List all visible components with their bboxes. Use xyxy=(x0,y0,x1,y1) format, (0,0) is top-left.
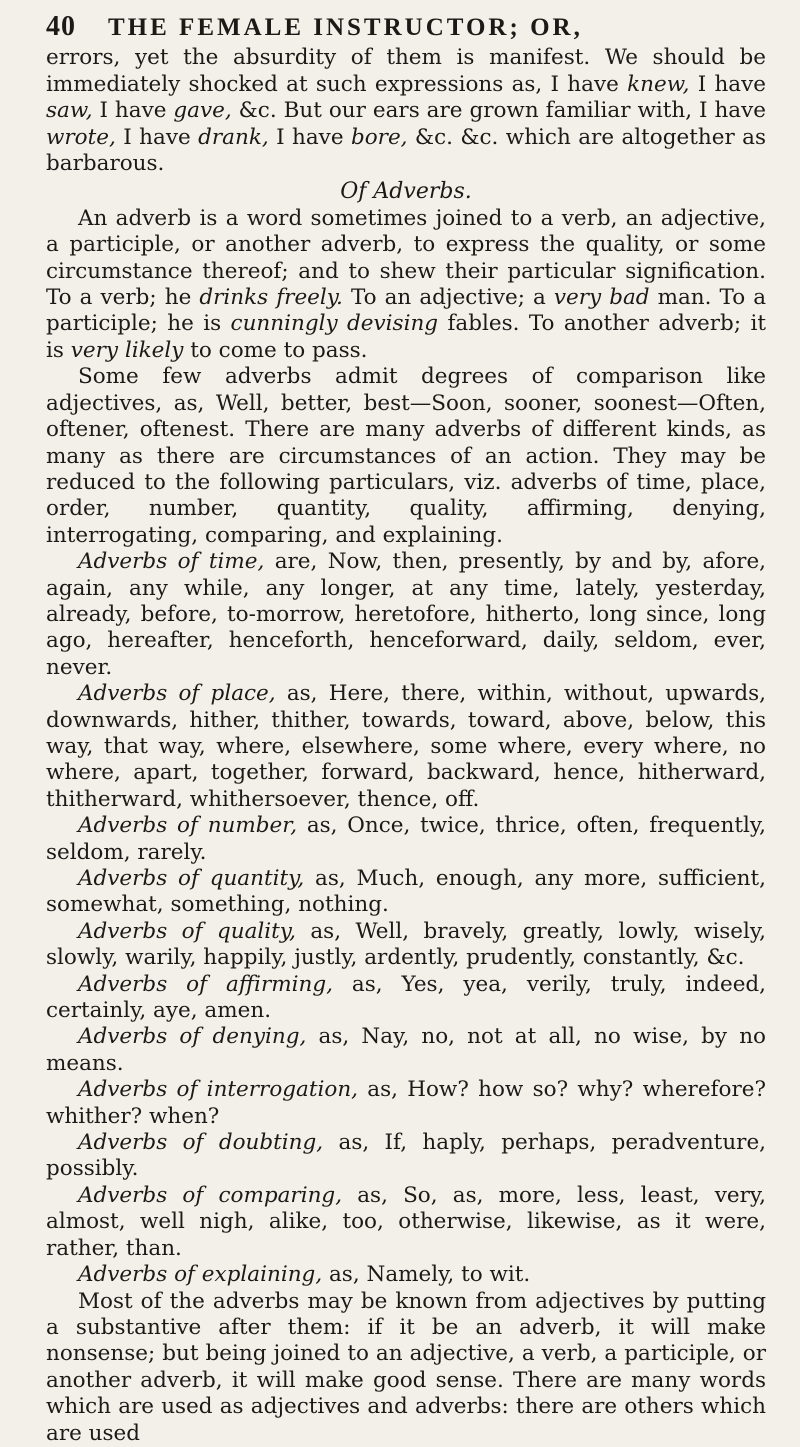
page-header xyxy=(46,11,766,42)
section-heading: Of Adverbs. xyxy=(340,179,472,205)
category-denying: Adverbs of denying, as, Nay, no, not at all, no wise, by no means. xyxy=(46,1024,766,1076)
category-number: Adverbs of number, as, Once, twice, thrice, often, frequently, seldom, rarely. xyxy=(46,813,766,865)
category-time: Adverbs of time, are, Now, then, presently, by and by, afore, again, any while, any longer, at any time, lately, yesterday, already, before, to-morrow, heretofore, hitherto, long since, long ago, hereafter, henceforth, henceforward, daily, seldom, ever, never. xyxy=(46,549,767,680)
category-interrogation: Adverbs of interrogation, as, How? how so? why? wherefore? whither? when? xyxy=(46,1077,766,1129)
running-head: THE FEMALE INSTRUCTOR; OR, xyxy=(108,14,583,41)
intro-paragraph: errors, yet the absurdity of them is manifest. We should be immediately shocked at such expressions as, I have knew, I have saw, I have gave, &c. But our ears are grown familiar with, I have wrote, I have drank, I have bore, &c. &c. which are altogether as barbarous. xyxy=(46,45,766,177)
category-quantity: Adverbs of quantity, as, Much, enough, any more, sufficient, somewhat, something, nothing. xyxy=(46,866,767,918)
category-doubting: Adverbs of doubting, as, If, haply, perhaps, peradventure, possibly. xyxy=(46,1130,767,1182)
category-comparing: Adverbs of comparing, as, So, as, more, less, least, very, almost, well nigh, alike, too, otherwise, likewise, as it were, rather, than. xyxy=(46,1182,767,1261)
category-quality: Adverbs of quality, as, Well, bravely, greatly, lowly, wisely, slowly, warily, happily, justly, ardently, prudently, constantly, &c. xyxy=(46,918,766,971)
definition-paragraph: An adverb is a word sometimes joined to a verb, an adjective, a participle, or another adverb, to express the quality, or some circumstance thereof; and to shew their particular signification. To a verb; he drinks freely. To an adjective; a very bad man. To a participle; he is cunningly devising fables. To another adverb; it is very likely to come to pass. xyxy=(46,205,767,363)
page-body xyxy=(46,11,767,1447)
page-number: 40 xyxy=(46,11,76,42)
degrees-paragraph: Some few adverbs admit degrees of comparison like adjectives, as, Well, better, best—Soon, sooner, soonest—Often, oftener, oftenest. There are many adverbs of different kinds, as many as there are circumstances of an action. They may be reduced to the following particulars, viz. adverbs of time, place, order, number, quantity, quality, affirming, denying, interrogating, comparing, and explaining. xyxy=(46,364,766,548)
category-affirming: Adverbs of affirming, as, Yes, yea, verily, truly, indeed, certainly, aye, amen. xyxy=(46,971,767,1024)
category-place: Adverbs of place, as, Here, there, within, without, upwards, downwards, hither, thither, towards, toward, above, below, this way, that way, where, elsewhere, some where, every where, no where, apart, together, forward, backward, hence, hitherward, thitherward, whithersoever, thence, off. xyxy=(46,681,766,812)
closing-paragraph: Most of the adverbs may be known from adjectives by putting a substantive after them: if it be an adverb, it will make nonsense; but being joined to an adjective, a verb, a participle, or another adverb, it will make good sense. There are many words which are used as adjectives and adverbs: there are others which are used xyxy=(46,1288,766,1446)
category-explaining: Adverbs of explaining, as, Namely, to wit. xyxy=(78,1262,531,1288)
